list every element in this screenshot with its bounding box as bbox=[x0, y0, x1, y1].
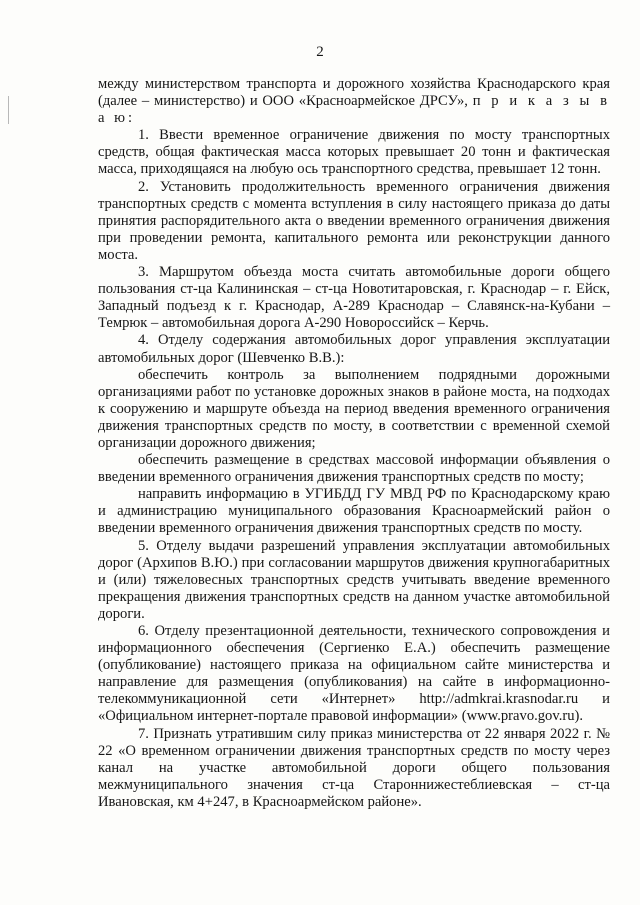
document-body bbox=[98, 76, 610, 811]
margin-scan-mark bbox=[8, 96, 9, 124]
paragraph-item-3: 3. Маршрутом объезда моста считать автомобильные дороги общего пользования ст-ца Калининская – ст-ца Новотитаровская, г. Краснодар – г. Ейск, Западный подъезд к г. Краснодар, А-289 Краснодар – Славянск-на-Кубани – Темрюк – автомобильная дорога А-290 Новороссийск – Керчь. bbox=[98, 264, 610, 332]
paragraph-item-7: 7. Признать утратившим силу приказ министерства от 22 января 2022 г. № 22 «О временном ограничении движения транспортных средств по мосту через канал на участке автомобильной дороги общего пользования межмуниципального значения ст-ца Староннижестеблиевская – ст-ца Ивановская, км 4+247, в Красноармейском районе». bbox=[98, 725, 610, 810]
paragraph-item-4: 4. Отделу содержания автомобильных дорог управления эксплуатации автомобильных дорог (Шевченко В.В.): bbox=[98, 332, 610, 366]
preamble-text: между министерством транспорта и дорожного хозяйства Краснодарского края (далее – министерство) и ООО «Красноармейское ДРСУ», bbox=[98, 76, 610, 110]
paragraph-item-1: 1. Ввести временное ограничение движения по мосту транспортных средств, общая фактическая масса которых превышает 20 тонн и фактическая масса, приходящаяся на любую ось транспортного средства, превышает 12 тонн. bbox=[98, 127, 610, 178]
paragraph-item-2: 2. Установить продолжительность временного ограничения движения транспортных средств с момента вступления в силу настоящего приказа до даты принятия распорядительного акта о введении временного ограничения движения при проведении ремонта, капитального ремонта или реконструкции данного моста. bbox=[98, 178, 610, 263]
paragraph-item-5: 5. Отделу выдачи разрешений управления эксплуатации автомобильных дорог (Архипов В.Ю.) при согласовании маршрутов движения крупногабаритных и (или) тяжеловесных транспортных средств учитывать введение временного прекращения движения транспортных средств на данном участке автомобильной дороги. bbox=[98, 537, 610, 622]
paragraph-item-4-sub-1: обеспечить контроль за выполнением подрядными дорожными организациями работ по установке дорожных знаков в районе моста, на подходах к сооружению и маршруте объезда на период введения временного ограничения движения транспортных средств по мосту, в соответствии с временной схемой организации дорожного движения; bbox=[98, 366, 610, 451]
paragraph-item-4-sub-2: обеспечить размещение в средствах массовой информации объявления о введении временного ограничения движения транспортных средств по мосту; bbox=[98, 452, 610, 486]
paragraph-item-4-sub-3: направить информацию в УГИБДД ГУ МВД РФ по Краснодарскому краю и администрацию муниципального образования Красноармейский район о введении временного ограничения движения транспортных средств по мосту. bbox=[98, 486, 610, 537]
order-word: п р и к а з ы в а ю: bbox=[98, 93, 610, 127]
paragraph-preamble bbox=[98, 76, 610, 127]
page-number: 2 bbox=[316, 44, 324, 60]
paragraph-item-6: 6. Отделу презентационной деятельности, технического сопровождения и информационного обеспечения (Сергиенко Е.А.) обеспечить размещение (опубликование) настоящего приказа на официальном сайте министерства и направление для размещения (опубликования) на сайте в информационно-телекоммуникационной сети «Интернет» http://admkrai.krasnodar.ru и «Официальном интернет-портале правовой информации» (www.pravo.gov.ru). bbox=[98, 623, 610, 725]
